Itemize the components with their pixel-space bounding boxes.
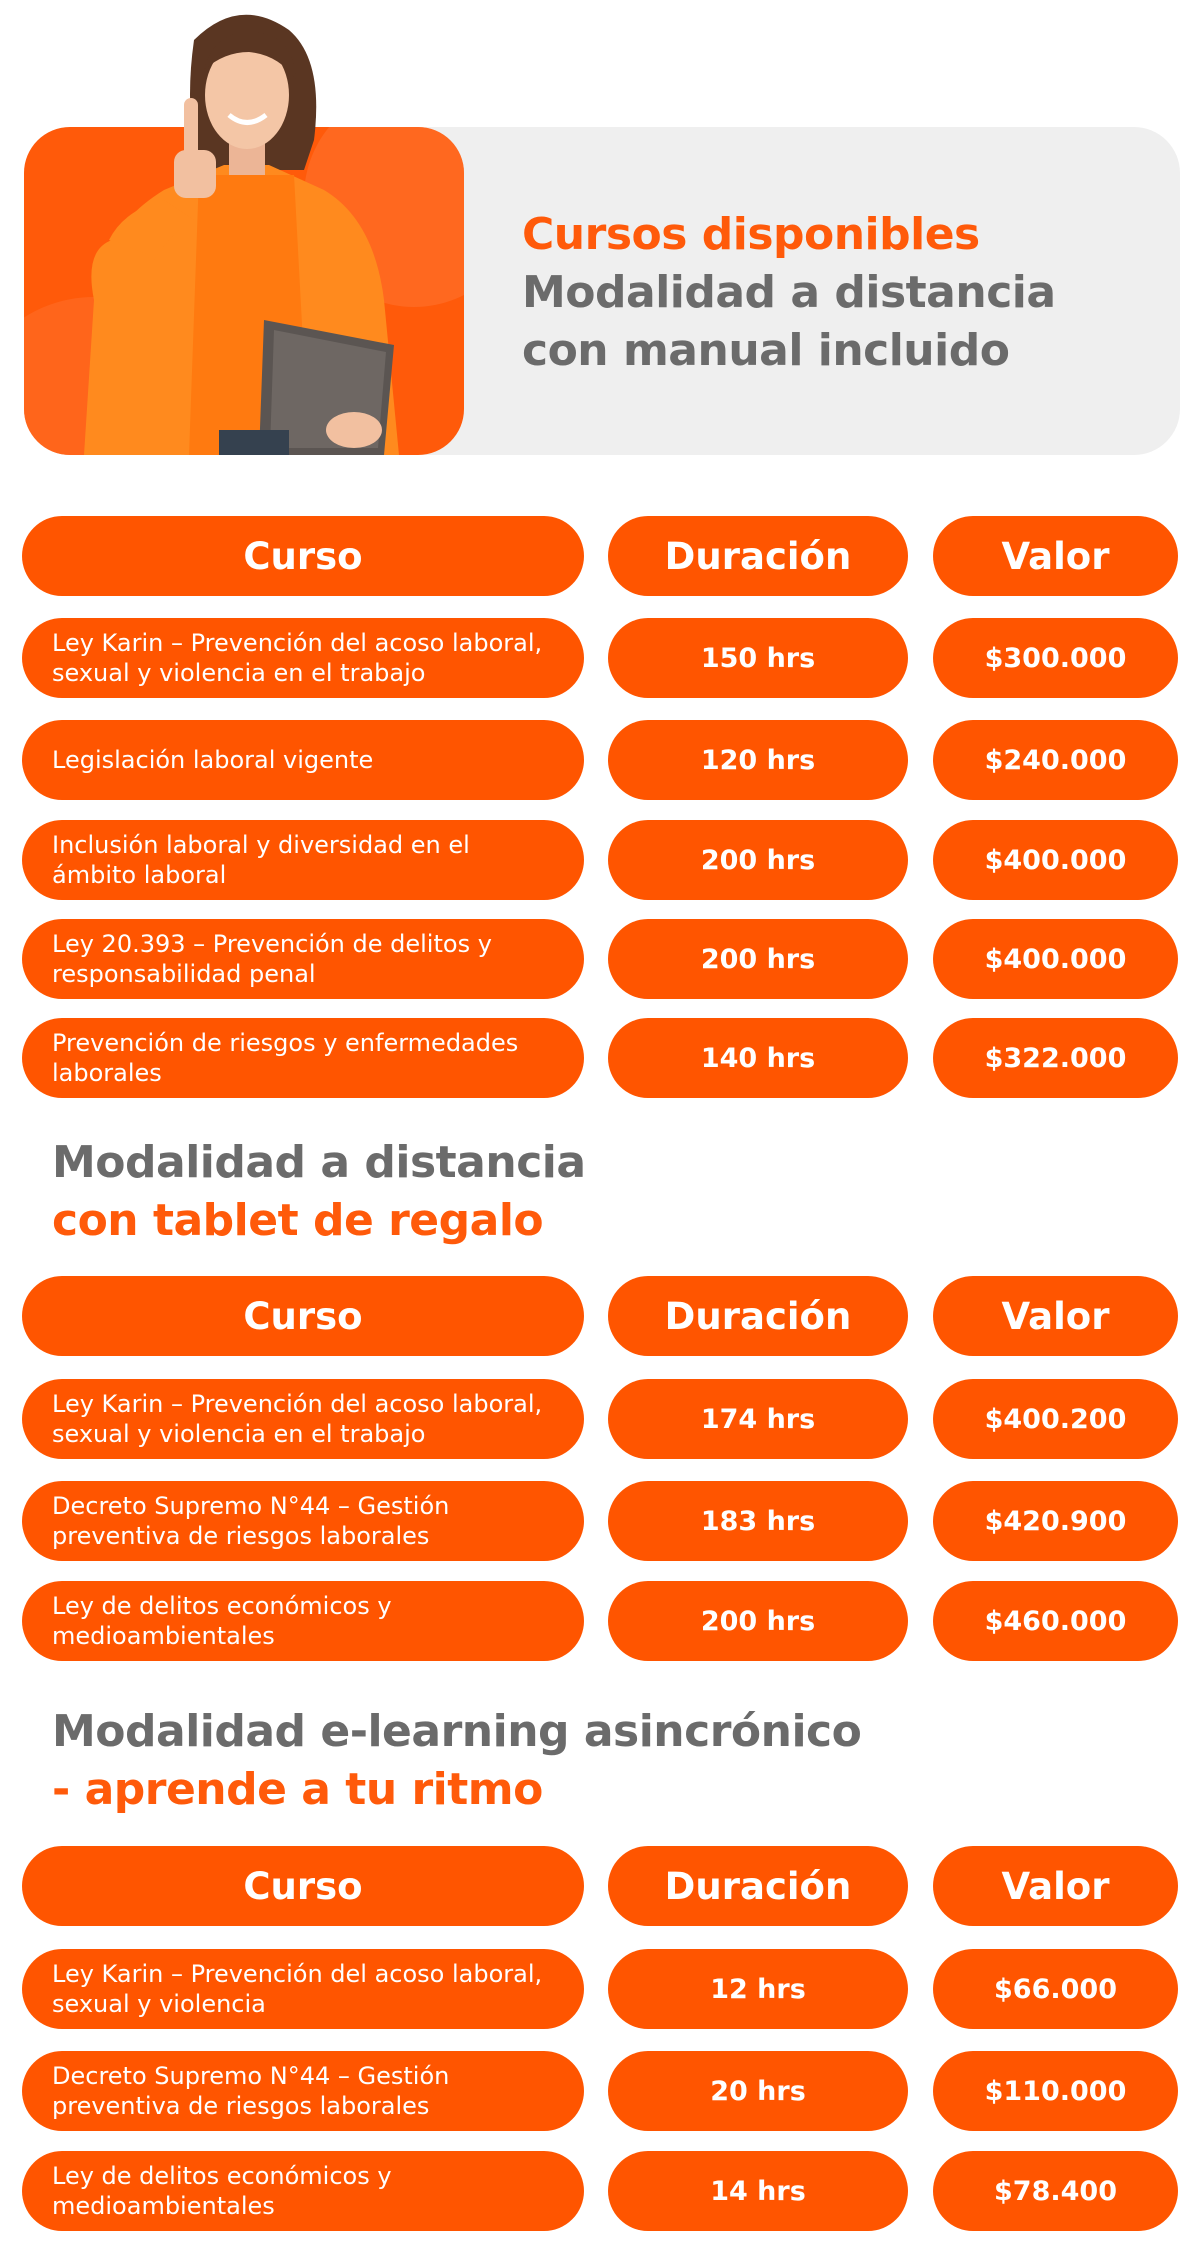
header-course: Curso (22, 1276, 584, 1356)
hero-title-gray-line2: con manual incluido (522, 325, 1010, 376)
course-price: $240.000 (933, 720, 1178, 800)
section-title-orange: - aprende a tu ritmo (52, 1764, 543, 1815)
course-name: Inclusión laboral y diversidad en el ámbito laboral (22, 820, 584, 900)
course-price: $460.000 (933, 1581, 1178, 1661)
course-name: Ley Karin – Prevención del acoso laboral, sexual y violencia en el trabajo (22, 618, 584, 698)
course-name: Ley Karin – Prevención del acoso laboral, sexual y violencia (22, 1949, 584, 2029)
course-name: Ley de delitos económicos y medioambientales (22, 2151, 584, 2231)
course-duration: 14 hrs (608, 2151, 908, 2231)
course-duration: 183 hrs (608, 1481, 908, 1561)
header-price: Valor (933, 1276, 1178, 1356)
course-duration: 200 hrs (608, 820, 908, 900)
header-course: Curso (22, 1846, 584, 1926)
hero-heading (522, 206, 1162, 380)
course-name: Decreto Supremo N°44 – Gestión preventiva de riesgos laborales (22, 1481, 584, 1561)
header-duration: Duración (608, 1276, 908, 1356)
header-course: Curso (22, 516, 584, 596)
header-price: Valor (933, 516, 1178, 596)
course-duration: 12 hrs (608, 1949, 908, 2029)
course-name: Decreto Supremo N°44 – Gestión preventiva de riesgos laborales (22, 2051, 584, 2131)
course-name: Prevención de riesgos y enfermedades laborales (22, 1018, 584, 1098)
section-title-elearning (52, 1703, 1152, 1819)
course-duration: 140 hrs (608, 1018, 908, 1098)
course-price: $400.000 (933, 919, 1178, 999)
section-title-tablet (52, 1134, 1152, 1250)
course-name: Ley Karin – Prevención del acoso laboral, sexual y violencia en el trabajo (22, 1379, 584, 1459)
hero-title-gray-line1: Modalidad a distancia (522, 267, 1056, 318)
header-price: Valor (933, 1846, 1178, 1926)
course-price: $66.000 (933, 1949, 1178, 2029)
section-title-gray: Modalidad a distancia (52, 1137, 586, 1188)
header-duration: Duración (608, 1846, 908, 1926)
course-duration: 120 hrs (608, 720, 908, 800)
course-price: $322.000 (933, 1018, 1178, 1098)
course-duration: 200 hrs (608, 1581, 908, 1661)
course-price: $300.000 (933, 618, 1178, 698)
course-price: $78.400 (933, 2151, 1178, 2231)
course-name: Legislación laboral vigente (22, 720, 584, 800)
hero-title-orange: Cursos disponibles (522, 209, 980, 260)
course-name: Ley 20.393 – Prevención de delitos y responsabilidad penal (22, 919, 584, 999)
course-duration: 150 hrs (608, 618, 908, 698)
course-price: $110.000 (933, 2051, 1178, 2131)
hero-banner (0, 0, 1200, 470)
course-price: $400.200 (933, 1379, 1178, 1459)
section-title-orange: con tablet de regalo (52, 1195, 544, 1246)
course-duration: 200 hrs (608, 919, 908, 999)
course-name: Ley de delitos económicos y medioambientales (22, 1581, 584, 1661)
course-price: $400.000 (933, 820, 1178, 900)
section-title-gray: Modalidad e-learning asincrónico (52, 1706, 862, 1757)
course-duration: 174 hrs (608, 1379, 908, 1459)
woman-thumbs-up-illustration (24, 0, 464, 455)
header-duration: Duración (608, 516, 908, 596)
course-duration: 20 hrs (608, 2051, 908, 2131)
course-price: $420.900 (933, 1481, 1178, 1561)
